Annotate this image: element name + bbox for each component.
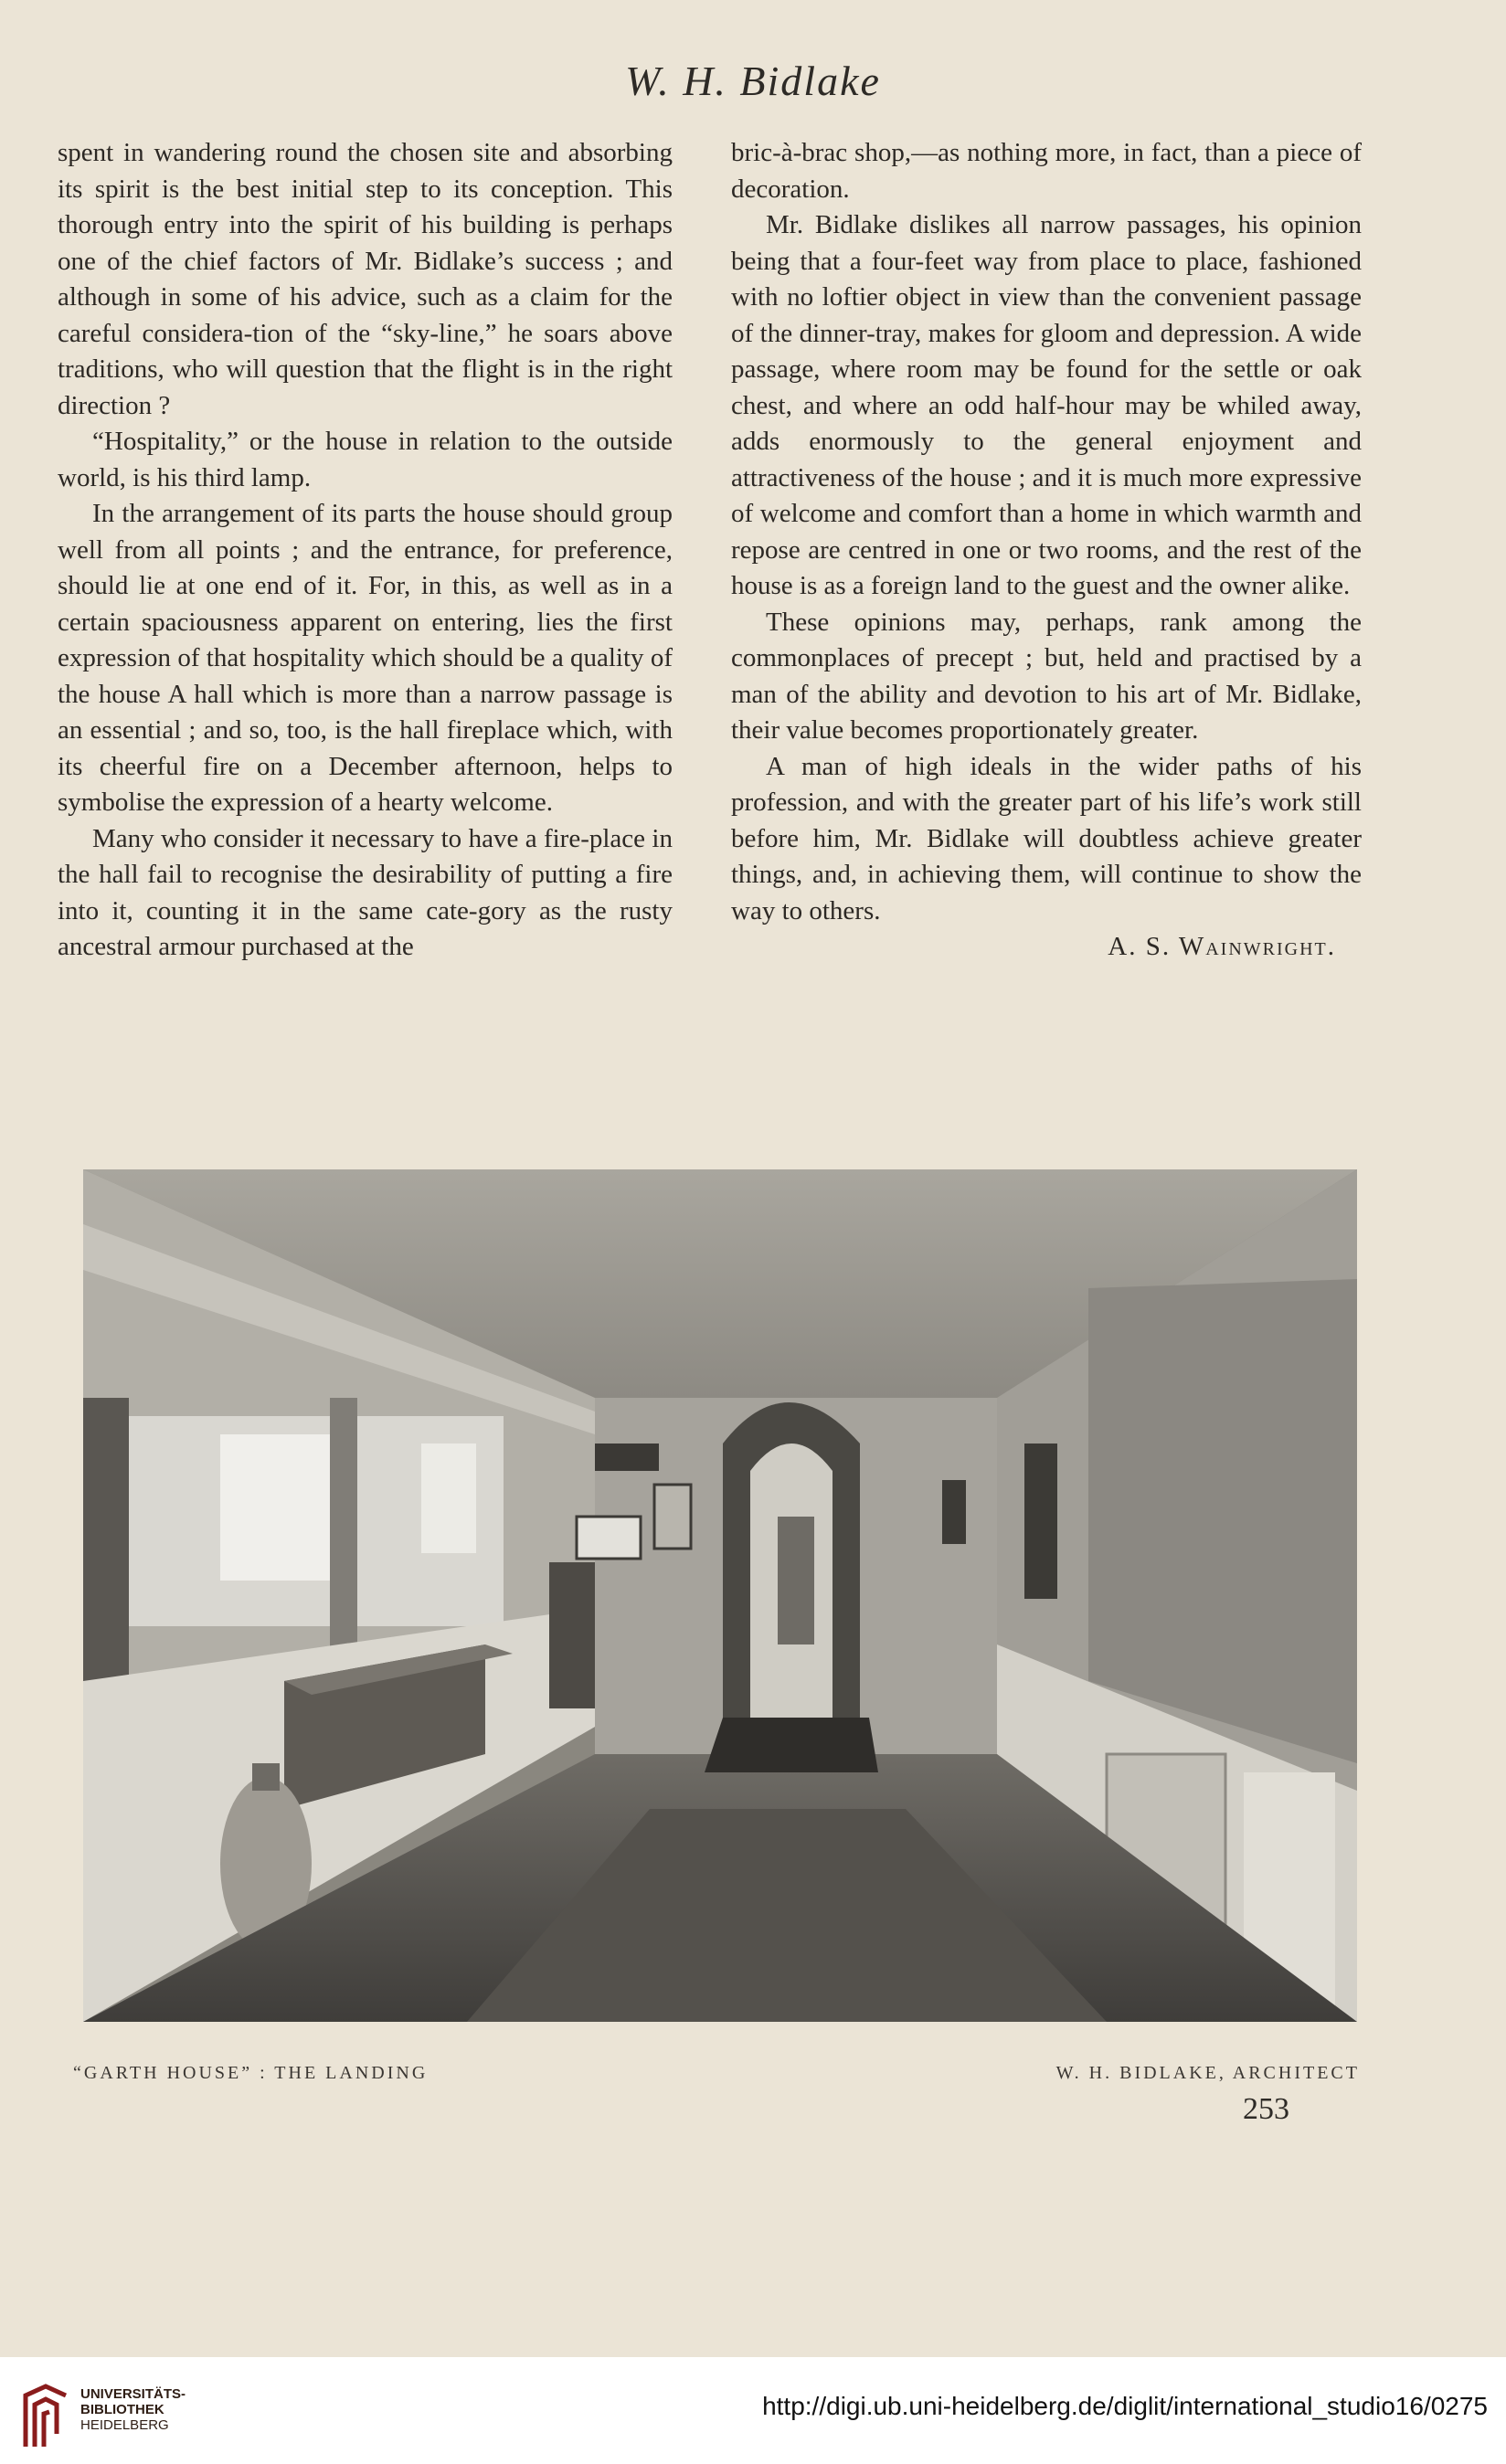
author-signature: A. S. Wainwright. [1108, 932, 1336, 961]
source-url-link[interactable]: http://digi.ub.uni-heidelberg.de/diglit/international_studio16/0275 [762, 2392, 1488, 2420]
library-logo-icon [18, 2383, 73, 2448]
figure-caption: “GARTH HOUSE” : THE LANDING [73, 2063, 429, 2083]
paragraph: Mr. Bidlake dislikes all narrow passages, his opinion being that a four-feet way from place to place, fashioned with no loftier object in view than the convenient passage of the dinner-tray, makes for gloom and depression. A wide passage, where room may be found for the settle or oak chest, and where an odd half-hour may be whiled away, adds enormously to the general enjoyment and attractiveness of the house ; and it is much more expressive of welcome and comfort than a home in which warmth and repose are centred in one or two rooms, and the rest of the house is as a foreign land to the guest and the owner alike. [731, 210, 1362, 600]
paragraph: A man of high ideals in the wider paths of his profession, and with the greater part of his life’s work still before him, Mr. Bidlake will doubtless achieve greater things, and, in achieving them, will continue to show the way to others. [731, 751, 1362, 925]
right-text-column [731, 135, 1362, 966]
landing-photograph [83, 1169, 1357, 2022]
paragraph: In the arrangement of its parts the house should group well from all points ; and the entrance, for preference, should lie at one end of it. For, in this, as well as in a certain spaciousness apparent on entering, lies the first expression of that hospitality which should be a quality of the house A hall which is more than a narrow passage is an essential ; and so, too, is the hall fireplace which, with its cheerful fire on a December afternoon, helps to symbolise the expression of a hearty welcome. [58, 499, 673, 817]
page-header: W. H. Bidlake [625, 58, 881, 104]
left-text-column [58, 135, 673, 966]
paragraph: These opinions may, perhaps, rank among the commonplaces of precept ; but, held and practised by a man of the ability and devotion to his art of Mr. Bidlake, their value becomes proportionately greater. [731, 607, 1362, 745]
library-name-line: HEIDELBERG [80, 2417, 169, 2433]
page-number: 253 [1243, 2092, 1289, 2126]
library-name-line: UNIVERSITÄTS- [80, 2386, 186, 2402]
library-name [80, 2386, 186, 2433]
paragraph: bric-à-brac shop,—as nothing more, in fact, than a piece of decoration. [731, 138, 1362, 204]
paragraph: “Hospitality,” or the house in relation to the outside world, is his third lamp. [58, 427, 673, 492]
paragraph: Many who consider it necessary to have a fire-place in the hall fail to recognise the desirability of putting a fire into it, counting it in the same cate-gory as the rusty ancestral armour purchased at the [58, 823, 673, 961]
library-name-line: BIBLIOTHEK [80, 2402, 164, 2417]
architect-credit: W. H. BIDLAKE, ARCHITECT [1055, 2063, 1360, 2083]
paragraph: spent in wandering round the chosen site and absorbing its spirit is the best initial step to its conception. This thorough entry into the spirit of his building is perhaps one of the chief factors of Mr. Bidlake’s success ; and although in some of his advice, such as a claim for the careful considera-tion of the “sky-line,” he soars above traditions, who will question that the flight is in the right direction ? [58, 138, 673, 420]
